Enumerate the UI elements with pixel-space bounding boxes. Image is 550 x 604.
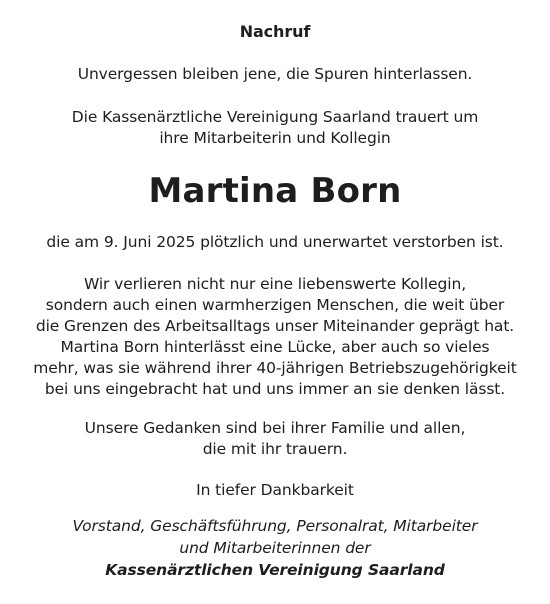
intro-line-1: Die Kassenärztliche Vereinigung Saarland trauert um [71,108,479,126]
closing-text: In tiefer Dankbarkeit [196,481,354,499]
tribute-line-5: mehr, was sie während ihrer 40-jährigen Betriebszugehörigkeit [33,359,517,377]
organization-name: Kassenärztlichen Vereinigung Saarland [105,561,445,579]
signature-line-2: und Mitarbeiterinnen der [179,539,371,557]
intro-line-2: ihre Mitarbeiterin und Kollegin [159,129,391,147]
signature-line-1: Vorstand, Geschäftsführung, Personalrat, Mitarbeiter [72,517,478,535]
thoughts-line-1: Unsere Gedanken sind bei ihrer Familie und allen, [84,419,466,437]
tribute-line-3: die Grenzen des Arbeitsalltags unser Miteinander geprägt hat. [35,317,515,335]
deceased-name: Martina Born [148,171,402,211]
tribute-line-4: Martina Born hinterlässt eine Lücke, aber auch so vieles [60,338,490,356]
death-note: die am 9. Juni 2025 plötzlich und unerwartet verstorben ist. [46,233,504,251]
thoughts-line-2: die mit ihr trauern. [202,440,348,458]
tribute-line-6: bei uns eingebracht hat und uns immer an sie denken lässt. [44,380,506,398]
motto-text: Unvergessen bleiben jene, die Spuren hinterlassen. [77,65,473,83]
notice-heading: Nachruf [239,22,311,41]
tribute-line-1: Wir verlieren nicht nur eine liebenswerte Kollegin, [83,275,467,293]
tribute-line-2: sondern auch einen warmherzigen Menschen, die weit über [45,296,505,314]
